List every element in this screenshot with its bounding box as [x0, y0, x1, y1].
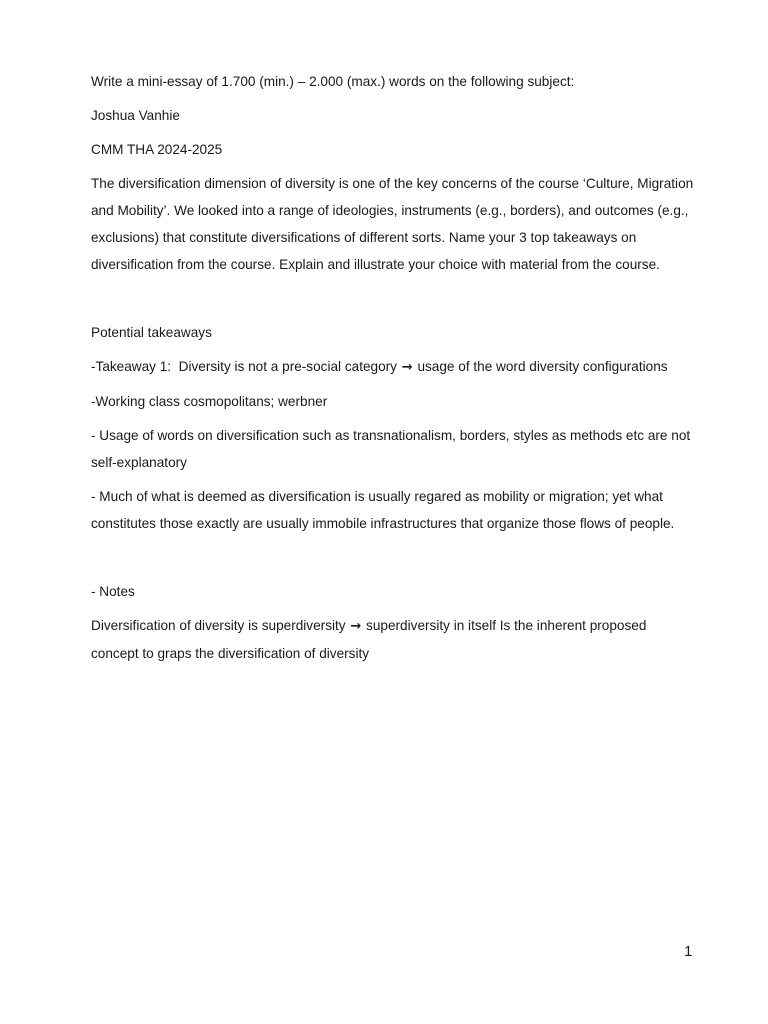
author-name: Joshua Vanhie — [91, 108, 180, 123]
course-code: CMM THA 2024-2025 — [91, 142, 223, 157]
takeaway-1 — [91, 353, 696, 381]
takeaway-3: - Usage of words on diversification such as transnationalism, borders, styles as methods etc are not self-explanatory — [91, 428, 694, 470]
takeaway-2: -Working class cosmopolitans; werbner — [91, 394, 328, 409]
notes-text-start: Diversification of diversity is superdiversity — [91, 618, 350, 633]
takeaway-1-text-end: usage of the word diversity configurations — [413, 359, 668, 374]
document-body — [91, 68, 696, 674]
takeaway-4: - Much of what is deemed as diversification is usually regared as mobility or migration; yet what constitutes those exactly are usually immobile infrastructures that organize those flows of people. — [91, 489, 675, 531]
right-arrow-icon: → — [350, 619, 362, 634]
essay-question: The diversification dimension of diversity is one of the key concerns of the course ‘Culture, Migration and Mobility’. We looked into a range of ideologies, instruments (e.g., borders), and outcomes (e.g., exclusions) that constitute diversifications of different sorts. Name your 3 top takeaways on diversification from the course. Explain and illustrate your choice with material from the course. — [91, 176, 697, 272]
right-arrow-icon: → — [401, 360, 413, 375]
notes-text-end: superdiversity in itself Is the inherent proposed concept to graps the diversification of diversity — [91, 618, 651, 661]
page-number: 1 — [684, 943, 693, 960]
blank-line — [91, 285, 696, 319]
takeaways-heading: Potential takeaways — [91, 325, 212, 340]
blank-line — [91, 544, 696, 578]
takeaway-1-text-start: -Takeaway 1: Diversity is not a pre-social category — [91, 359, 401, 374]
notes-heading: - Notes — [91, 584, 135, 599]
notes-text — [91, 612, 696, 667]
essay-prompt-line: Write a mini-essay of 1.700 (min.) – 2.000 (max.) words on the following subject: — [91, 74, 575, 89]
